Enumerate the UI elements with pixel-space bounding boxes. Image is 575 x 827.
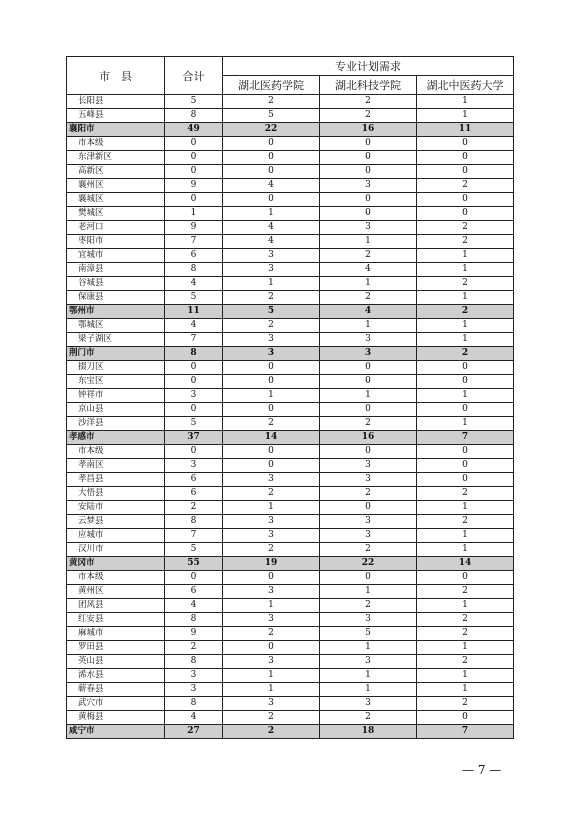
school-3-cell: 1 xyxy=(417,95,514,109)
table-row xyxy=(67,711,514,725)
district-cell: 襄城区 xyxy=(67,193,165,207)
school-2-cell: 3 xyxy=(320,333,417,347)
school-1-cell: 3 xyxy=(223,515,320,529)
district-cell: 麻城市 xyxy=(67,627,165,641)
district-cell: 浠水县 xyxy=(67,669,165,683)
school-3-cell: 2 xyxy=(417,697,514,711)
school-2-cell: 2 xyxy=(320,711,417,725)
school-3-cell: 1 xyxy=(417,599,514,613)
school-2-cell: 1 xyxy=(320,319,417,333)
table-row xyxy=(67,487,514,501)
school-3-cell: 1 xyxy=(417,249,514,263)
page-number: — 7 — xyxy=(462,763,502,777)
school-1-cell: 1 xyxy=(223,683,320,697)
school-2-cell: 22 xyxy=(320,557,417,571)
school-2-cell: 3 xyxy=(320,459,417,473)
city-row xyxy=(67,305,514,319)
school-3-cell: 7 xyxy=(417,431,514,445)
district-cell: 襄州区 xyxy=(67,179,165,193)
table-row xyxy=(67,571,514,585)
school-2-cell: 0 xyxy=(320,403,417,417)
table-row xyxy=(67,151,514,165)
total-cell: 8 xyxy=(165,655,223,669)
school-3-cell: 1 xyxy=(417,291,514,305)
table-row xyxy=(67,529,514,543)
school-3-cell: 2 xyxy=(417,179,514,193)
total-cell: 6 xyxy=(165,249,223,263)
school-1-cell: 3 xyxy=(223,697,320,711)
table-row xyxy=(67,403,514,417)
school-3-cell: 2 xyxy=(417,221,514,235)
city-row xyxy=(67,431,514,445)
school-2-cell: 1 xyxy=(320,235,417,249)
table-row xyxy=(67,613,514,627)
school-3-cell: 14 xyxy=(417,557,514,571)
total-cell: 5 xyxy=(165,291,223,305)
district-cell: 襄阳市 xyxy=(67,123,165,137)
table-row xyxy=(67,417,514,431)
total-cell: 49 xyxy=(165,123,223,137)
school-2-cell: 0 xyxy=(320,137,417,151)
table-row xyxy=(67,109,514,123)
total-cell: 7 xyxy=(165,529,223,543)
table-row xyxy=(67,599,514,613)
district-cell: 南漳县 xyxy=(67,263,165,277)
school-3-cell: 0 xyxy=(417,375,514,389)
school-2-cell: 2 xyxy=(320,95,417,109)
school-2-cell: 2 xyxy=(320,417,417,431)
school-1-cell: 19 xyxy=(223,557,320,571)
school-3-cell: 1 xyxy=(417,417,514,431)
school-3-cell: 1 xyxy=(417,669,514,683)
total-cell: 4 xyxy=(165,711,223,725)
school-1-cell: 2 xyxy=(223,487,320,501)
school-2-cell: 2 xyxy=(320,487,417,501)
total-cell: 4 xyxy=(165,277,223,291)
table-body xyxy=(67,95,514,739)
school-1-cell: 3 xyxy=(223,473,320,487)
district-cell: 掇刀区 xyxy=(67,361,165,375)
school-1-cell: 5 xyxy=(223,305,320,319)
school-1-cell: 3 xyxy=(223,655,320,669)
school-1-cell: 2 xyxy=(223,627,320,641)
total-cell: 8 xyxy=(165,109,223,123)
school-1-cell: 0 xyxy=(223,193,320,207)
total-cell: 1 xyxy=(165,207,223,221)
table-row xyxy=(67,375,514,389)
total-cell: 2 xyxy=(165,641,223,655)
school-3-cell: 2 xyxy=(417,347,514,361)
school-3-cell: 1 xyxy=(417,319,514,333)
school-1-cell: 1 xyxy=(223,599,320,613)
district-cell: 宜城市 xyxy=(67,249,165,263)
school-3-cell: 0 xyxy=(417,193,514,207)
school-2-cell: 2 xyxy=(320,109,417,123)
table-row xyxy=(67,697,514,711)
school-1-cell: 2 xyxy=(223,417,320,431)
school-2-cell: 3 xyxy=(320,697,417,711)
header-group: 专业计划需求 xyxy=(223,57,514,76)
district-cell: 黄冈市 xyxy=(67,557,165,571)
school-2-cell: 2 xyxy=(320,249,417,263)
school-2-cell: 0 xyxy=(320,375,417,389)
total-cell: 5 xyxy=(165,417,223,431)
school-1-cell: 3 xyxy=(223,529,320,543)
total-cell: 8 xyxy=(165,263,223,277)
district-cell: 鄂城区 xyxy=(67,319,165,333)
school-2-cell: 3 xyxy=(320,529,417,543)
district-cell: 高新区 xyxy=(67,165,165,179)
school-3-cell: 0 xyxy=(417,711,514,725)
table-row xyxy=(67,95,514,109)
header-school-1: 湖北医药学院 xyxy=(223,76,320,95)
school-1-cell: 22 xyxy=(223,123,320,137)
total-cell: 8 xyxy=(165,515,223,529)
district-cell: 安陆市 xyxy=(67,501,165,515)
district-cell: 应城市 xyxy=(67,529,165,543)
total-cell: 2 xyxy=(165,501,223,515)
table-row xyxy=(67,291,514,305)
school-2-cell: 0 xyxy=(320,501,417,515)
school-3-cell: 2 xyxy=(417,515,514,529)
school-3-cell: 2 xyxy=(417,235,514,249)
school-2-cell: 1 xyxy=(320,669,417,683)
district-cell: 武穴市 xyxy=(67,697,165,711)
table-row xyxy=(67,683,514,697)
school-1-cell: 4 xyxy=(223,235,320,249)
table-header xyxy=(67,57,514,95)
school-3-cell: 1 xyxy=(417,683,514,697)
table-row xyxy=(67,193,514,207)
district-cell: 团风县 xyxy=(67,599,165,613)
school-1-cell: 5 xyxy=(223,109,320,123)
table-row xyxy=(67,137,514,151)
school-3-cell: 0 xyxy=(417,459,514,473)
school-1-cell: 2 xyxy=(223,543,320,557)
school-2-cell: 3 xyxy=(320,473,417,487)
table-row xyxy=(67,627,514,641)
district-cell: 黄州区 xyxy=(67,585,165,599)
district-cell: 谷城县 xyxy=(67,277,165,291)
school-3-cell: 7 xyxy=(417,725,514,739)
total-cell: 55 xyxy=(165,557,223,571)
school-3-cell: 2 xyxy=(417,277,514,291)
district-cell: 市本级 xyxy=(67,571,165,585)
total-cell: 9 xyxy=(165,221,223,235)
district-cell: 老河口 xyxy=(67,221,165,235)
district-cell: 沙洋县 xyxy=(67,417,165,431)
total-cell: 8 xyxy=(165,613,223,627)
district-cell: 京山县 xyxy=(67,403,165,417)
school-3-cell: 1 xyxy=(417,641,514,655)
school-3-cell: 0 xyxy=(417,137,514,151)
school-2-cell: 5 xyxy=(320,627,417,641)
school-3-cell: 2 xyxy=(417,305,514,319)
plan-table xyxy=(66,56,514,739)
school-3-cell: 2 xyxy=(417,627,514,641)
school-1-cell: 0 xyxy=(223,375,320,389)
total-cell: 7 xyxy=(165,333,223,347)
table-row xyxy=(67,165,514,179)
school-1-cell: 2 xyxy=(223,291,320,305)
district-cell: 孝昌县 xyxy=(67,473,165,487)
total-cell: 8 xyxy=(165,697,223,711)
school-3-cell: 0 xyxy=(417,361,514,375)
table-row xyxy=(67,669,514,683)
school-1-cell: 4 xyxy=(223,221,320,235)
school-1-cell: 1 xyxy=(223,389,320,403)
district-cell: 鄂州市 xyxy=(67,305,165,319)
school-2-cell: 4 xyxy=(320,263,417,277)
total-cell: 3 xyxy=(165,683,223,697)
total-cell: 5 xyxy=(165,543,223,557)
table-row xyxy=(67,459,514,473)
school-1-cell: 3 xyxy=(223,585,320,599)
district-cell: 东宝区 xyxy=(67,375,165,389)
school-1-cell: 3 xyxy=(223,249,320,263)
school-1-cell: 0 xyxy=(223,641,320,655)
school-1-cell: 1 xyxy=(223,501,320,515)
district-cell: 市本级 xyxy=(67,445,165,459)
school-2-cell: 0 xyxy=(320,165,417,179)
total-cell: 4 xyxy=(165,319,223,333)
table-row xyxy=(67,249,514,263)
school-3-cell: 0 xyxy=(417,403,514,417)
header-school-3: 湖北中医药大学 xyxy=(417,76,514,95)
district-cell: 英山县 xyxy=(67,655,165,669)
header-district: 市 县 xyxy=(67,57,165,95)
school-1-cell: 0 xyxy=(223,151,320,165)
school-2-cell: 3 xyxy=(320,179,417,193)
total-cell: 9 xyxy=(165,179,223,193)
header-school-2: 湖北科技学院 xyxy=(320,76,417,95)
total-cell: 0 xyxy=(165,151,223,165)
school-2-cell: 0 xyxy=(320,207,417,221)
school-2-cell: 0 xyxy=(320,361,417,375)
total-cell: 0 xyxy=(165,403,223,417)
school-3-cell: 2 xyxy=(417,613,514,627)
school-3-cell: 1 xyxy=(417,263,514,277)
total-cell: 9 xyxy=(165,627,223,641)
table-row xyxy=(67,361,514,375)
table-row xyxy=(67,277,514,291)
school-1-cell: 0 xyxy=(223,403,320,417)
table-row xyxy=(67,585,514,599)
total-cell: 0 xyxy=(165,375,223,389)
district-cell: 孝南区 xyxy=(67,459,165,473)
table-row xyxy=(67,641,514,655)
school-2-cell: 0 xyxy=(320,193,417,207)
total-cell: 6 xyxy=(165,487,223,501)
district-cell: 红安县 xyxy=(67,613,165,627)
school-1-cell: 0 xyxy=(223,137,320,151)
school-2-cell: 1 xyxy=(320,585,417,599)
total-cell: 3 xyxy=(165,459,223,473)
school-2-cell: 0 xyxy=(320,571,417,585)
district-cell: 汉川市 xyxy=(67,543,165,557)
total-cell: 7 xyxy=(165,235,223,249)
school-2-cell: 4 xyxy=(320,305,417,319)
school-1-cell: 3 xyxy=(223,333,320,347)
district-cell: 枣阳市 xyxy=(67,235,165,249)
total-cell: 0 xyxy=(165,137,223,151)
school-1-cell: 1 xyxy=(223,207,320,221)
district-cell: 咸宁市 xyxy=(67,725,165,739)
district-cell: 保康县 xyxy=(67,291,165,305)
table-row xyxy=(67,333,514,347)
school-2-cell: 2 xyxy=(320,543,417,557)
school-1-cell: 0 xyxy=(223,445,320,459)
district-cell: 钟祥市 xyxy=(67,389,165,403)
school-1-cell: 3 xyxy=(223,347,320,361)
school-3-cell: 0 xyxy=(417,207,514,221)
table-row xyxy=(67,655,514,669)
city-row xyxy=(67,347,514,361)
district-cell: 荆门市 xyxy=(67,347,165,361)
school-1-cell: 1 xyxy=(223,669,320,683)
school-2-cell: 1 xyxy=(320,683,417,697)
district-cell: 长阳县 xyxy=(67,95,165,109)
total-cell: 11 xyxy=(165,305,223,319)
table-row xyxy=(67,319,514,333)
school-1-cell: 14 xyxy=(223,431,320,445)
total-cell: 0 xyxy=(165,445,223,459)
school-3-cell: 1 xyxy=(417,529,514,543)
school-1-cell: 2 xyxy=(223,711,320,725)
school-2-cell: 16 xyxy=(320,431,417,445)
district-cell: 樊城区 xyxy=(67,207,165,221)
district-cell: 梁子湖区 xyxy=(67,333,165,347)
city-row xyxy=(67,557,514,571)
table-row xyxy=(67,501,514,515)
school-2-cell: 2 xyxy=(320,291,417,305)
school-3-cell: 2 xyxy=(417,487,514,501)
school-1-cell: 3 xyxy=(223,613,320,627)
header-total: 合计 xyxy=(165,57,223,95)
school-1-cell: 3 xyxy=(223,263,320,277)
district-cell: 大悟县 xyxy=(67,487,165,501)
school-3-cell: 11 xyxy=(417,123,514,137)
table-row xyxy=(67,235,514,249)
city-row xyxy=(67,123,514,137)
school-2-cell: 16 xyxy=(320,123,417,137)
table-row xyxy=(67,221,514,235)
school-3-cell: 2 xyxy=(417,655,514,669)
school-2-cell: 3 xyxy=(320,347,417,361)
school-1-cell: 2 xyxy=(223,725,320,739)
total-cell: 3 xyxy=(165,669,223,683)
district-cell: 蕲春县 xyxy=(67,683,165,697)
school-3-cell: 0 xyxy=(417,165,514,179)
district-cell: 五峰县 xyxy=(67,109,165,123)
district-cell: 黄梅县 xyxy=(67,711,165,725)
school-1-cell: 2 xyxy=(223,95,320,109)
table-row xyxy=(67,543,514,557)
total-cell: 4 xyxy=(165,599,223,613)
district-cell: 东津新区 xyxy=(67,151,165,165)
district-cell: 市本级 xyxy=(67,137,165,151)
school-1-cell: 4 xyxy=(223,179,320,193)
total-cell: 5 xyxy=(165,95,223,109)
school-2-cell: 2 xyxy=(320,599,417,613)
school-1-cell: 0 xyxy=(223,165,320,179)
school-1-cell: 1 xyxy=(223,277,320,291)
total-cell: 0 xyxy=(165,165,223,179)
school-2-cell: 3 xyxy=(320,515,417,529)
table-row xyxy=(67,389,514,403)
total-cell: 27 xyxy=(165,725,223,739)
total-cell: 0 xyxy=(165,193,223,207)
school-3-cell: 1 xyxy=(417,501,514,515)
city-row xyxy=(67,725,514,739)
school-3-cell: 0 xyxy=(417,571,514,585)
district-cell: 罗田县 xyxy=(67,641,165,655)
total-cell: 3 xyxy=(165,389,223,403)
school-1-cell: 0 xyxy=(223,571,320,585)
table-row xyxy=(67,179,514,193)
school-3-cell: 0 xyxy=(417,445,514,459)
total-cell: 6 xyxy=(165,473,223,487)
school-3-cell: 0 xyxy=(417,151,514,165)
school-2-cell: 1 xyxy=(320,389,417,403)
district-cell: 云梦县 xyxy=(67,515,165,529)
total-cell: 6 xyxy=(165,585,223,599)
school-3-cell: 0 xyxy=(417,473,514,487)
school-2-cell: 18 xyxy=(320,725,417,739)
school-2-cell: 3 xyxy=(320,221,417,235)
school-3-cell: 2 xyxy=(417,585,514,599)
table-row xyxy=(67,207,514,221)
school-2-cell: 3 xyxy=(320,655,417,669)
school-3-cell: 1 xyxy=(417,389,514,403)
table-row xyxy=(67,445,514,459)
school-2-cell: 0 xyxy=(320,151,417,165)
school-2-cell: 1 xyxy=(320,641,417,655)
table-row xyxy=(67,263,514,277)
table-row xyxy=(67,473,514,487)
school-2-cell: 0 xyxy=(320,445,417,459)
total-cell: 37 xyxy=(165,431,223,445)
school-3-cell: 1 xyxy=(417,333,514,347)
total-cell: 0 xyxy=(165,571,223,585)
total-cell: 8 xyxy=(165,347,223,361)
table-row xyxy=(67,515,514,529)
school-1-cell: 2 xyxy=(223,319,320,333)
school-2-cell: 3 xyxy=(320,613,417,627)
school-3-cell: 1 xyxy=(417,543,514,557)
total-cell: 0 xyxy=(165,361,223,375)
district-cell: 孝感市 xyxy=(67,431,165,445)
school-3-cell: 1 xyxy=(417,109,514,123)
school-1-cell: 0 xyxy=(223,361,320,375)
school-1-cell: 0 xyxy=(223,459,320,473)
school-2-cell: 1 xyxy=(320,277,417,291)
